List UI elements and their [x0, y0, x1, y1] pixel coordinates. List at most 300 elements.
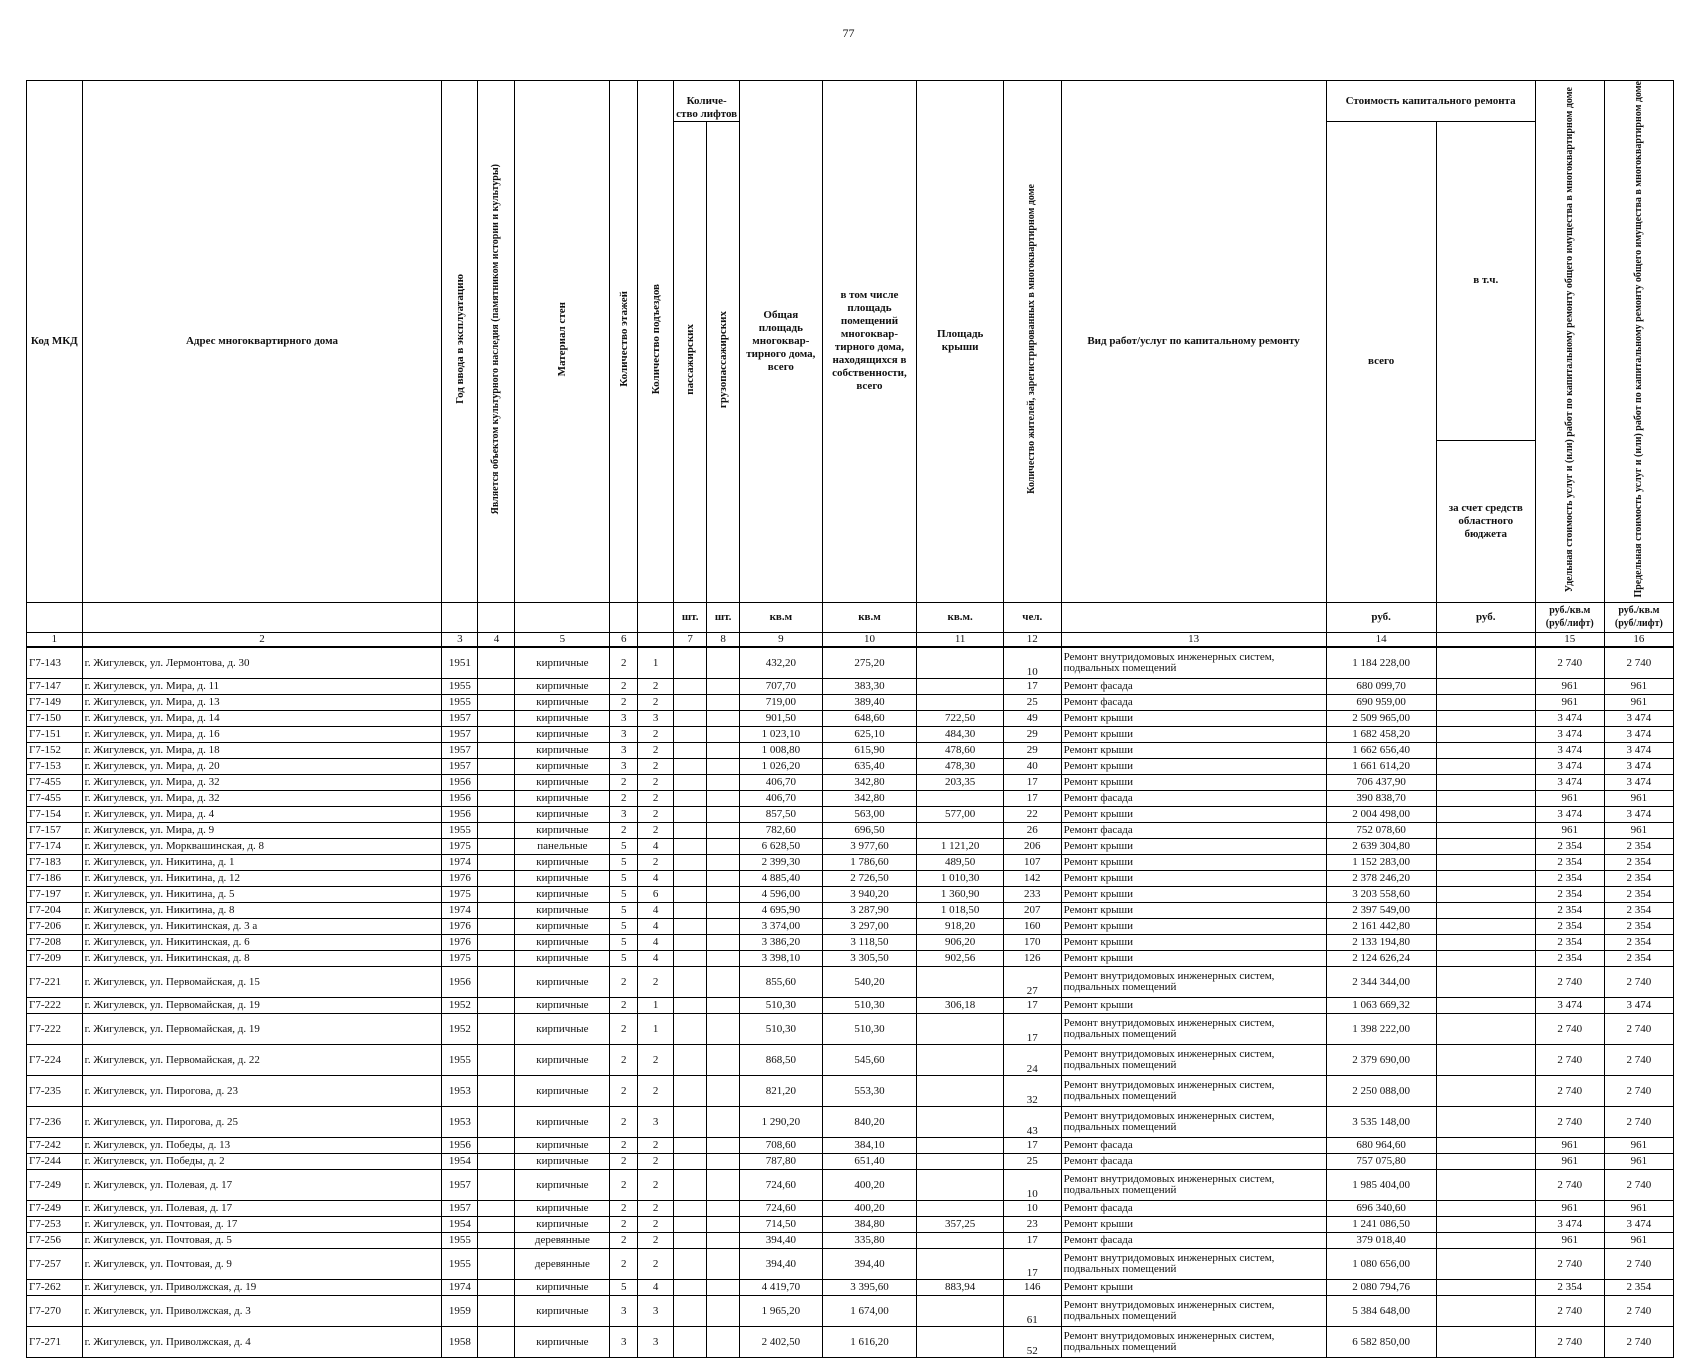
- cell-floors: 2: [610, 1201, 638, 1217]
- cell-cost-regional: [1436, 1014, 1535, 1045]
- cell-lifts-passenger: [674, 1233, 707, 1249]
- cell-entrances: 4: [638, 951, 674, 967]
- column-number-empty: [638, 632, 674, 647]
- column-number: 16: [1604, 632, 1673, 647]
- cell-lifts-cargo: [707, 647, 740, 679]
- cell-cost-total: 706 437,90: [1326, 775, 1436, 791]
- cell-work-type: Ремонт внутридомовых инженерных систем, подвальных помещений: [1061, 1170, 1326, 1201]
- cell-work-type: Ремонт крыши: [1061, 775, 1326, 791]
- cell-owned-area: 1 616,20: [822, 1327, 917, 1358]
- cell-work-type: Ремонт фасада: [1061, 1233, 1326, 1249]
- cell-roof-area: 489,50: [917, 855, 1004, 871]
- cell-heritage: [478, 775, 515, 791]
- cell-cost-regional: [1436, 871, 1535, 887]
- cell-year: 1957: [442, 1201, 478, 1217]
- cell-lifts-passenger: [674, 807, 707, 823]
- cell-floors: 5: [610, 919, 638, 935]
- cell-roof-area: 577,00: [917, 807, 1004, 823]
- unit-sqm: кв.м.: [917, 602, 1004, 632]
- cell-year: 1957: [442, 727, 478, 743]
- cell-residents: 43: [1003, 1107, 1061, 1138]
- column-number: 3: [442, 632, 478, 647]
- cell-lifts-cargo: [707, 1014, 740, 1045]
- cell-work-type: Ремонт внутридомовых инженерных систем, подвальных помещений: [1061, 1107, 1326, 1138]
- table-row: [27, 1327, 1674, 1358]
- cell-heritage: [478, 1154, 515, 1170]
- cell-walls: кирпичные: [515, 1170, 610, 1201]
- cell-year: 1957: [442, 759, 478, 775]
- cell-heritage: [478, 967, 515, 998]
- cell-floors: 3: [610, 727, 638, 743]
- cell-code: Г7-249: [27, 1201, 83, 1217]
- cell-work-type: Ремонт внутридомовых инженерных систем, подвальных помещений: [1061, 1249, 1326, 1280]
- cell-limit-cost: 2 354: [1604, 887, 1673, 903]
- cell-address: г. Жигулевск, ул. Никитина, д. 5: [82, 887, 442, 903]
- cell-total-area: 1 290,20: [740, 1107, 822, 1138]
- cell-lifts-passenger: [674, 695, 707, 711]
- cell-total-area: 1 026,20: [740, 759, 822, 775]
- cell-walls: кирпичные: [515, 998, 610, 1014]
- cell-walls: кирпичные: [515, 775, 610, 791]
- cell-code: Г7-209: [27, 951, 83, 967]
- cell-walls: кирпичные: [515, 1076, 610, 1107]
- cell-roof-area: [917, 823, 1004, 839]
- cell-entrances: 4: [638, 871, 674, 887]
- cell-entrances: 3: [638, 1107, 674, 1138]
- cell-roof-area: 906,20: [917, 935, 1004, 951]
- cell-lifts-cargo: [707, 1217, 740, 1233]
- cell-work-type: Ремонт крыши: [1061, 951, 1326, 967]
- cell-residents: 206: [1003, 839, 1061, 855]
- cell-unit-cost: 2 354: [1535, 903, 1604, 919]
- table-row: [27, 1076, 1674, 1107]
- cell-lifts-cargo: [707, 967, 740, 998]
- cell-floors: 5: [610, 871, 638, 887]
- cell-cost-total: 752 078,60: [1326, 823, 1436, 839]
- column-number: 6: [610, 632, 638, 647]
- cell-heritage: [478, 935, 515, 951]
- cell-heritage: [478, 1233, 515, 1249]
- header-work-type: Вид работ/услуг по капитальному ремонту: [1061, 81, 1326, 603]
- cell-residents: 22: [1003, 807, 1061, 823]
- cell-entrances: 3: [638, 1296, 674, 1327]
- cell-owned-area: 342,80: [822, 791, 917, 807]
- column-number: 2: [82, 632, 442, 647]
- cell-residents: 10: [1003, 647, 1061, 679]
- cell-entrances: 2: [638, 743, 674, 759]
- header-address: Адрес многоквартирного дома: [82, 81, 442, 603]
- cell-unit-cost: 2 354: [1535, 871, 1604, 887]
- cell-unit-cost: 2 354: [1535, 935, 1604, 951]
- cell-cost-total: 1 662 656,40: [1326, 743, 1436, 759]
- cell-code: Г7-222: [27, 1014, 83, 1045]
- cell-floors: 5: [610, 951, 638, 967]
- cell-unit-cost: 3 474: [1535, 775, 1604, 791]
- header-cost-regional: за счет средств областного бюджета: [1436, 440, 1535, 602]
- cell-unit-cost: 3 474: [1535, 711, 1604, 727]
- cell-address: г. Жигулевск, ул. Мира, д. 32: [82, 775, 442, 791]
- cell-cost-total: 757 075,80: [1326, 1154, 1436, 1170]
- cell-heritage: [478, 679, 515, 695]
- cell-heritage: [478, 919, 515, 935]
- cell-address: г. Жигулевск, ул. Приволжская, д. 4: [82, 1327, 442, 1358]
- cell-year: 1953: [442, 1107, 478, 1138]
- cell-residents: 107: [1003, 855, 1061, 871]
- cell-lifts-passenger: [674, 919, 707, 935]
- cell-cost-regional: [1436, 919, 1535, 935]
- cell-walls: кирпичные: [515, 1201, 610, 1217]
- cell-roof-area: [917, 679, 1004, 695]
- cell-unit-cost: 2 740: [1535, 1327, 1604, 1358]
- cell-entrances: 4: [638, 903, 674, 919]
- cell-work-type: Ремонт крыши: [1061, 1217, 1326, 1233]
- header-code: Код МКД: [27, 81, 83, 603]
- cell-total-area: 1 008,80: [740, 743, 822, 759]
- cell-owned-area: 840,20: [822, 1107, 917, 1138]
- cell-total-area: 901,50: [740, 711, 822, 727]
- cell-lifts-cargo: [707, 871, 740, 887]
- cell-roof-area: 1 010,30: [917, 871, 1004, 887]
- cell-work-type: Ремонт крыши: [1061, 743, 1326, 759]
- table-row: [27, 903, 1674, 919]
- cell-work-type: Ремонт внутридомовых инженерных систем, подвальных помещений: [1061, 1296, 1326, 1327]
- cell-address: г. Жигулевск, ул. Морквашинская, д. 8: [82, 839, 442, 855]
- cell-year: 1974: [442, 903, 478, 919]
- cell-lifts-passenger: [674, 823, 707, 839]
- cell-limit-cost: 2 354: [1604, 903, 1673, 919]
- cell-code: Г7-204: [27, 903, 83, 919]
- cell-limit-cost: 2 740: [1604, 647, 1673, 679]
- cell-address: г. Жигулевск, ул. Почтовая, д. 9: [82, 1249, 442, 1280]
- cell-unit-cost: 961: [1535, 823, 1604, 839]
- cell-entrances: 6: [638, 887, 674, 903]
- cell-lifts-cargo: [707, 1045, 740, 1076]
- table-row: [27, 998, 1674, 1014]
- cell-roof-area: [917, 1249, 1004, 1280]
- cell-residents: 52: [1003, 1327, 1061, 1358]
- cell-walls: кирпичные: [515, 711, 610, 727]
- cell-residents: 17: [1003, 998, 1061, 1014]
- cell-total-area: 724,60: [740, 1201, 822, 1217]
- table-row: [27, 1045, 1674, 1076]
- cell-residents: 29: [1003, 743, 1061, 759]
- cell-work-type: Ремонт крыши: [1061, 839, 1326, 855]
- cell-lifts-cargo: [707, 903, 740, 919]
- cell-address: г. Жигулевск, ул. Мира, д. 20: [82, 759, 442, 775]
- column-number: 9: [740, 632, 822, 647]
- column-number: 15: [1535, 632, 1604, 647]
- cell-walls: кирпичные: [515, 743, 610, 759]
- cell-residents: 24: [1003, 1045, 1061, 1076]
- cell-walls: кирпичные: [515, 679, 610, 695]
- column-number: 4: [478, 632, 515, 647]
- cell-roof-area: 478,60: [917, 743, 1004, 759]
- cell-cost-total: 680 964,60: [1326, 1138, 1436, 1154]
- cell-lifts-cargo: [707, 823, 740, 839]
- cell-lifts-cargo: [707, 743, 740, 759]
- cell-residents: 17: [1003, 775, 1061, 791]
- cell-owned-area: 545,60: [822, 1045, 917, 1076]
- cell-heritage: [478, 727, 515, 743]
- table-row: [27, 775, 1674, 791]
- cell-total-area: 719,00: [740, 695, 822, 711]
- cell-code: Г7-197: [27, 887, 83, 903]
- cell-total-area: 821,20: [740, 1076, 822, 1107]
- column-number: 14: [1326, 632, 1436, 647]
- cell-lifts-passenger: [674, 871, 707, 887]
- cell-walls: кирпичные: [515, 695, 610, 711]
- cell-address: г. Жигулевск, ул. Полевая, д. 17: [82, 1170, 442, 1201]
- cell-year: 1955: [442, 1045, 478, 1076]
- cell-residents: 10: [1003, 1170, 1061, 1201]
- cell-owned-area: 540,20: [822, 967, 917, 998]
- cell-heritage: [478, 871, 515, 887]
- cell-heritage: [478, 1296, 515, 1327]
- cell-entrances: 3: [638, 1327, 674, 1358]
- cell-work-type: Ремонт крыши: [1061, 1280, 1326, 1296]
- cell-year: 1955: [442, 823, 478, 839]
- cell-residents: 160: [1003, 919, 1061, 935]
- cell-floors: 2: [610, 1045, 638, 1076]
- cell-owned-area: 383,30: [822, 679, 917, 695]
- cell-entrances: 2: [638, 1249, 674, 1280]
- table-row: [27, 967, 1674, 998]
- cell-year: 1952: [442, 1014, 478, 1045]
- cell-address: г. Жигулевск, ул. Никитинская, д. 3 а: [82, 919, 442, 935]
- cell-floors: 3: [610, 807, 638, 823]
- cell-entrances: 2: [638, 1154, 674, 1170]
- cell-entrances: 3: [638, 711, 674, 727]
- cell-floors: 2: [610, 695, 638, 711]
- cell-work-type: Ремонт крыши: [1061, 998, 1326, 1014]
- cell-cost-regional: [1436, 855, 1535, 871]
- cell-work-type: Ремонт внутридомовых инженерных систем, подвальных помещений: [1061, 1045, 1326, 1076]
- cell-owned-area: 625,10: [822, 727, 917, 743]
- cell-cost-total: 2 250 088,00: [1326, 1076, 1436, 1107]
- cell-floors: 5: [610, 887, 638, 903]
- cell-floors: 5: [610, 903, 638, 919]
- cell-roof-area: 203,35: [917, 775, 1004, 791]
- cell-unit-cost: 2 740: [1535, 1249, 1604, 1280]
- cell-address: г. Жигулевск, ул. Первомайская, д. 22: [82, 1045, 442, 1076]
- cell-residents: 49: [1003, 711, 1061, 727]
- unit-rub: руб.: [1436, 602, 1535, 632]
- cell-lifts-passenger: [674, 647, 707, 679]
- cell-heritage: [478, 807, 515, 823]
- page-number: 77: [842, 26, 855, 40]
- cell-total-area: 406,70: [740, 775, 822, 791]
- cell-floors: 2: [610, 1076, 638, 1107]
- cell-floors: 2: [610, 1014, 638, 1045]
- cell-unit-cost: 961: [1535, 679, 1604, 695]
- unit-rub: руб.: [1326, 602, 1436, 632]
- cell-owned-area: 3 940,20: [822, 887, 917, 903]
- cell-owned-area: 335,80: [822, 1233, 917, 1249]
- cell-entrances: 4: [638, 919, 674, 935]
- cell-year: 1952: [442, 998, 478, 1014]
- cell-lifts-passenger: [674, 887, 707, 903]
- header-owned-area: в том числе площадь помещений многоквар-тирного дома, находящихся в собственности, всего: [822, 81, 917, 603]
- cell-roof-area: [917, 1327, 1004, 1358]
- cell-cost-regional: [1436, 903, 1535, 919]
- cell-owned-area: 384,10: [822, 1138, 917, 1154]
- cell-heritage: [478, 647, 515, 679]
- cell-address: г. Жигулевск, ул. Никитина, д. 12: [82, 871, 442, 887]
- cell-owned-area: 1 786,60: [822, 855, 917, 871]
- cell-unit-cost: 961: [1535, 695, 1604, 711]
- cell-total-area: 4 695,90: [740, 903, 822, 919]
- cell-total-area: 1 023,10: [740, 727, 822, 743]
- cell-code: Г7-222: [27, 998, 83, 1014]
- cell-residents: 17: [1003, 1233, 1061, 1249]
- table-row: [27, 1233, 1674, 1249]
- cell-heritage: [478, 1249, 515, 1280]
- cell-heritage: [478, 1076, 515, 1107]
- cell-address: г. Жигулевск, ул. Лермонтова, д. 30: [82, 647, 442, 679]
- cell-lifts-passenger: [674, 855, 707, 871]
- cell-total-area: 432,20: [740, 647, 822, 679]
- cell-roof-area: [917, 1138, 1004, 1154]
- cell-residents: 10: [1003, 1201, 1061, 1217]
- cell-floors: 3: [610, 1327, 638, 1358]
- cell-cost-total: 1 184 228,00: [1326, 647, 1436, 679]
- cell-floors: 2: [610, 1233, 638, 1249]
- cell-floors: 2: [610, 1249, 638, 1280]
- cell-heritage: [478, 1217, 515, 1233]
- cell-roof-area: 357,25: [917, 1217, 1004, 1233]
- cell-roof-area: [917, 1233, 1004, 1249]
- cell-residents: 23: [1003, 1217, 1061, 1233]
- cell-cost-regional: [1436, 711, 1535, 727]
- cell-address: г. Жигулевск, ул. Мира, д. 16: [82, 727, 442, 743]
- cell-roof-area: [917, 695, 1004, 711]
- cell-address: г. Жигулевск, ул. Полевая, д. 17: [82, 1201, 442, 1217]
- cell-limit-cost: 2 740: [1604, 1014, 1673, 1045]
- cell-roof-area: 478,30: [917, 759, 1004, 775]
- cell-total-area: 708,60: [740, 1138, 822, 1154]
- header-heritage: Является объектом культурного наследия (памятником истории и культуры): [478, 81, 515, 603]
- cell-cost-total: 379 018,40: [1326, 1233, 1436, 1249]
- cell-cost-regional: [1436, 1045, 1535, 1076]
- cell-year: 1957: [442, 1170, 478, 1201]
- cell-total-area: 2 402,50: [740, 1327, 822, 1358]
- cell-cost-total: 5 384 648,00: [1326, 1296, 1436, 1327]
- cell-lifts-passenger: [674, 998, 707, 1014]
- cell-cost-regional: [1436, 647, 1535, 679]
- cell-heritage: [478, 1170, 515, 1201]
- cell-year: 1974: [442, 855, 478, 871]
- cell-cost-total: 1 661 614,20: [1326, 759, 1436, 775]
- cell-floors: 2: [610, 775, 638, 791]
- cell-heritage: [478, 711, 515, 727]
- cell-floors: 2: [610, 647, 638, 679]
- cell-entrances: 2: [638, 967, 674, 998]
- unit-rate: руб./кв.м (руб/лифт): [1604, 602, 1673, 632]
- cell-floors: 5: [610, 1280, 638, 1296]
- cell-owned-area: 553,30: [822, 1076, 917, 1107]
- cell-address: г. Жигулевск, ул. Никитинская, д. 8: [82, 951, 442, 967]
- cell-walls: деревянные: [515, 1233, 610, 1249]
- cell-total-area: 510,30: [740, 998, 822, 1014]
- cell-total-area: 857,50: [740, 807, 822, 823]
- table-row: [27, 807, 1674, 823]
- cell-owned-area: 3 977,60: [822, 839, 917, 855]
- cell-floors: 5: [610, 855, 638, 871]
- cell-heritage: [478, 887, 515, 903]
- cell-address: г. Жигулевск, ул. Первомайская, д. 19: [82, 1014, 442, 1045]
- cell-heritage: [478, 1327, 515, 1358]
- cell-cost-regional: [1436, 1201, 1535, 1217]
- table-row: [27, 871, 1674, 887]
- unit-sqm: кв.м: [822, 602, 917, 632]
- cell-work-type: Ремонт крыши: [1061, 903, 1326, 919]
- cell-unit-cost: 961: [1535, 1154, 1604, 1170]
- header-unit-cost: Удельная стоимость услуг и (или) работ по капитальному ремонту общего имущества в многоквартирном доме: [1535, 81, 1604, 603]
- cell-limit-cost: 961: [1604, 1201, 1673, 1217]
- cell-residents: 146: [1003, 1280, 1061, 1296]
- cell-address: г. Жигулевск, ул. Почтовая, д. 5: [82, 1233, 442, 1249]
- cell-cost-regional: [1436, 743, 1535, 759]
- cell-entrances: 1: [638, 647, 674, 679]
- table-row: [27, 1217, 1674, 1233]
- cell-year: 1953: [442, 1076, 478, 1107]
- cell-work-type: Ремонт крыши: [1061, 855, 1326, 871]
- cell-floors: 2: [610, 679, 638, 695]
- cell-residents: 25: [1003, 695, 1061, 711]
- cell-cost-total: 680 099,70: [1326, 679, 1436, 695]
- cell-unit-cost: 2 740: [1535, 1296, 1604, 1327]
- cell-roof-area: [917, 791, 1004, 807]
- cell-total-area: 1 965,20: [740, 1296, 822, 1327]
- cell-cost-regional: [1436, 839, 1535, 855]
- cell-floors: 2: [610, 791, 638, 807]
- cell-code: Г7-242: [27, 1138, 83, 1154]
- cell-lifts-passenger: [674, 727, 707, 743]
- cell-address: г. Жигулевск, ул. Пирогова, д. 23: [82, 1076, 442, 1107]
- cell-year: 1975: [442, 839, 478, 855]
- cell-roof-area: [917, 1296, 1004, 1327]
- cell-owned-area: 275,20: [822, 647, 917, 679]
- cell-floors: 2: [610, 967, 638, 998]
- table-row: [27, 839, 1674, 855]
- cell-heritage: [478, 1014, 515, 1045]
- cell-address: г. Жигулевск, ул. Приволжская, д. 3: [82, 1296, 442, 1327]
- cell-lifts-passenger: [674, 1107, 707, 1138]
- cell-roof-area: [917, 1154, 1004, 1170]
- cell-walls: кирпичные: [515, 647, 610, 679]
- cell-roof-area: 1 121,20: [917, 839, 1004, 855]
- cell-lifts-passenger: [674, 1217, 707, 1233]
- cell-entrances: 2: [638, 759, 674, 775]
- cell-walls: кирпичные: [515, 871, 610, 887]
- cell-address: г. Жигулевск, ул. Мира, д. 9: [82, 823, 442, 839]
- header-floors: Количество этажей: [610, 81, 638, 603]
- cell-owned-area: 648,60: [822, 711, 917, 727]
- header-year: Год ввода в эксплуатацию: [442, 81, 478, 603]
- cell-unit-cost: 2 354: [1535, 1280, 1604, 1296]
- cell-cost-total: 2 397 549,00: [1326, 903, 1436, 919]
- header-lifts-cargo: грузопассажирских: [707, 122, 740, 603]
- cell-lifts-passenger: [674, 759, 707, 775]
- cell-unit-cost: 2 354: [1535, 887, 1604, 903]
- table-row: [27, 1296, 1674, 1327]
- cell-address: г. Жигулевск, ул. Мира, д. 4: [82, 807, 442, 823]
- cell-address: г. Жигулевск, ул. Мира, д. 18: [82, 743, 442, 759]
- cell-unit-cost: 3 474: [1535, 743, 1604, 759]
- cell-lifts-cargo: [707, 855, 740, 871]
- table-row: [27, 647, 1674, 679]
- cell-total-area: 6 628,50: [740, 839, 822, 855]
